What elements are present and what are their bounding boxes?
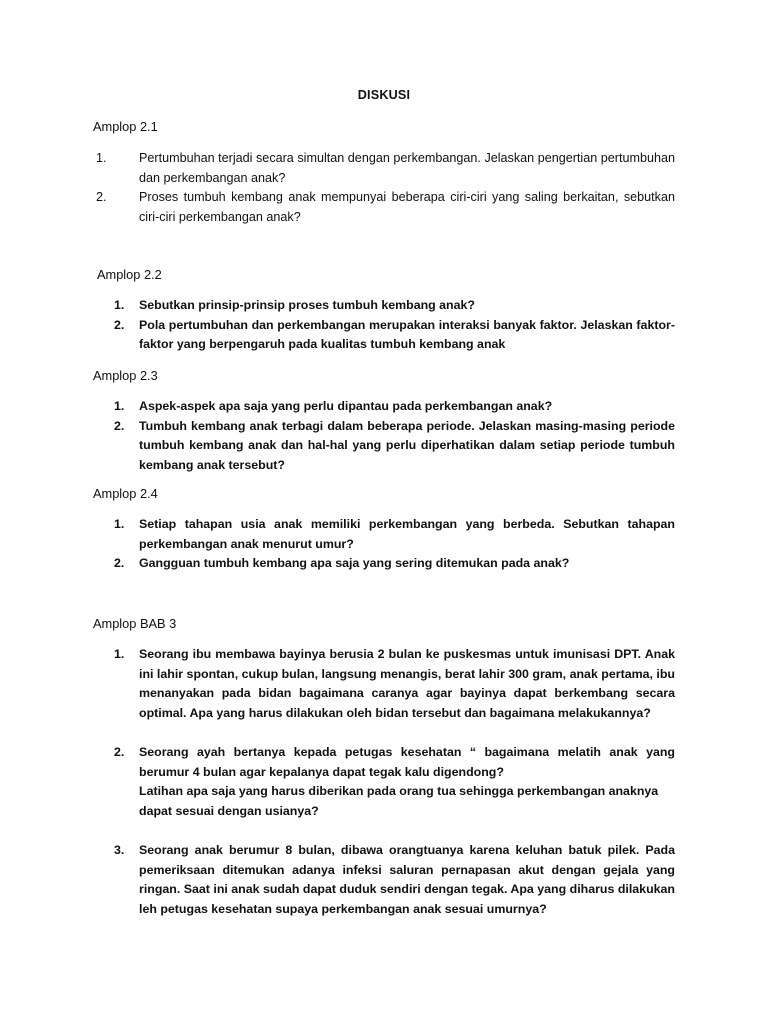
question-followup-text: Latihan apa saja yang harus diberikan pada orang tua sehingga perkembangan anaknya dapat sesuai dengan usianya? — [139, 784, 659, 818]
question-text: Seorang ibu membawa bayinya berusia 2 bulan ke puskesmas untuk imunisasi DPT. Anak ini lahir spontan, cukup bulan, langsung menangis, berat lahir 300 gram, anak pertama, ibu menanyakan pada bidan bagaimana caranya agar bayinya dapat berkembang secara optimal. Apa yang harus dilakukan oleh bidan tersebut dan bagaimana melakukannya? — [139, 647, 675, 720]
question-list-amplop-2-1 — [93, 149, 675, 227]
question-list-amplop-2-3 — [114, 397, 675, 475]
question-text: Gangguan tumbuh kembang apa saja yang sering ditemukan pada anak? — [139, 556, 570, 570]
question-item — [114, 645, 675, 723]
question-number: 1. — [114, 647, 125, 661]
question-text: Seorang ayah bertanya kepada petugas kesehatan “ bagaimana melatih anak yang berumur 4 bulan agar kepalanya dapat tegak kalu digendong? — [139, 745, 675, 779]
section-heading-amplop-2-4: Amplop 2.4 — [93, 486, 158, 501]
question-number: 2. — [114, 556, 125, 570]
section-heading-amplop-bab-3: Amplop BAB 3 — [93, 616, 177, 631]
section-heading-amplop-2-2: Amplop 2.2 — [97, 267, 162, 282]
question-number: 2. — [114, 745, 125, 759]
question-text: Setiap tahapan usia anak memiliki perkembangan yang berbeda. Sebutkan tahapan perkembangan anak menurut umur? — [139, 517, 675, 551]
section-heading-amplop-2-3: Amplop 2.3 — [93, 368, 158, 383]
question-text: Pertumbuhan terjadi secara simultan dengan perkembangan. Jelaskan pengertian pertumbuhan dan perkembangan anak? — [139, 151, 675, 185]
question-list-amplop-2-2 — [114, 296, 675, 355]
question-text: Proses tumbuh kembang anak mempunyai beberapa ciri-ciri yang saling berkaitan, sebutkan ciri-ciri perkembangan anak? — [139, 190, 675, 224]
question-item — [114, 515, 675, 554]
question-item — [114, 743, 675, 821]
question-number: 1. — [114, 517, 125, 531]
question-text: Tumbuh kembang anak terbagi dalam beberapa periode. Jelaskan masing-masing periode tumbuh kembang anak dan hal-hal yang perlu diperhatikan dalam setiap periode tumbuh kembang anak tersebut? — [139, 418, 675, 472]
section-heading-amplop-2-1: Amplop 2.1 — [93, 119, 158, 134]
question-number: 1. — [114, 298, 125, 312]
question-text: Seorang anak berumur 8 bulan, dibawa orangtuanya karena keluhan batuk pilek. Pada pemeriksaan ditemukan adanya infeksi saluran pernapasan akut dengan gejala yang ringan. Saat ini anak sudah dapat duduk sendiri dengan tegak. Apa yang diharus dilakukan leh petugas kesehatan supaya perkembangan anak sesuai umurnya? — [139, 843, 675, 916]
question-item — [114, 316, 675, 355]
question-number: 2. — [96, 190, 107, 204]
question-item — [93, 149, 675, 188]
question-number: 1. — [96, 151, 107, 165]
question-number: 2. — [114, 418, 125, 433]
question-text: Pola pertumbuhan dan perkembangan merupakan interaksi banyak faktor. Jelaskan faktor-faktor yang berpengaruh pada kualitas tumbuh kembang anak — [139, 317, 675, 351]
question-number: 2. — [114, 317, 125, 332]
question-item — [114, 417, 675, 476]
document-title: DISKUSI — [357, 88, 411, 102]
question-item — [114, 296, 675, 316]
question-item — [93, 188, 675, 227]
question-number: 1. — [114, 399, 125, 413]
question-item — [114, 841, 675, 919]
question-list-amplop-2-4 — [114, 515, 675, 574]
question-item — [114, 397, 675, 417]
question-text: Sebutkan prinsip-prinsip proses tumbuh kembang anak? — [139, 298, 475, 312]
question-text: Aspek-aspek apa saja yang perlu dipantau pada perkembangan anak? — [139, 399, 553, 413]
question-number: 3. — [114, 843, 125, 857]
question-item — [114, 554, 675, 574]
question-list-amplop-bab-3 — [114, 645, 675, 919]
